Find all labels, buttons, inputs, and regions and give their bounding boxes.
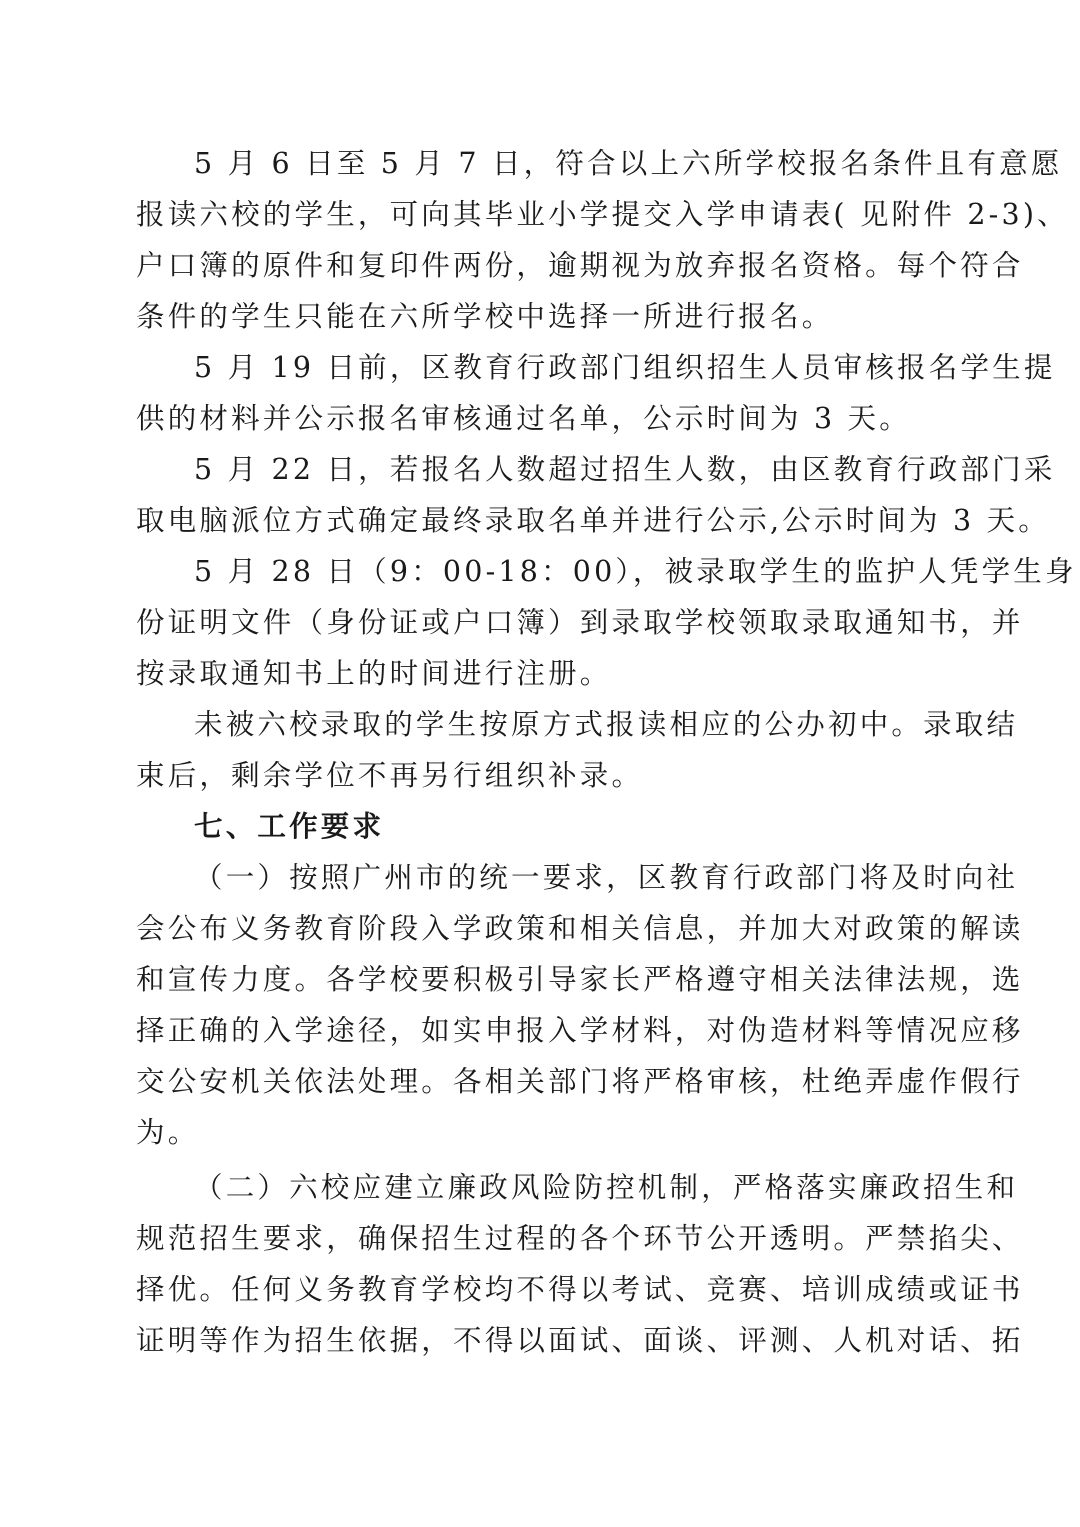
text-line: 取电脑派位方式确定最终录取名单并进行公示,公示时间为 3 天。: [136, 504, 1051, 537]
text-line: 5 月 22 日，若报名人数超过招生人数，由区教育行政部门采: [194, 453, 1056, 486]
text-line: 5 月 28 日（9：00-18：00），被录取学生的监护人凭学生身: [194, 555, 1077, 588]
text-line: 条件的学生只能在六所学校中选择一所进行报名。: [136, 300, 834, 333]
text-line: （二）六校应建立廉政风险防控机制，严格落实廉政招生和: [194, 1171, 1019, 1204]
section-heading: 七、工作要求: [194, 810, 385, 843]
text-line: 和宣传力度。各学校要积极引导家长严格遵守相关法律法规，选: [136, 963, 1024, 996]
text-line: 报读六校的学生，可向其毕业小学提交入学申请表( 见附件 2-3)、: [136, 198, 1069, 231]
paragraph-admission-notice: [136, 546, 1077, 699]
text-line: 交公安机关依法处理。各相关部门将严格审核，杜绝弄虚作假行: [136, 1065, 1024, 1098]
text-line: 户口簿的原件和复印件两份，逾期视为放弃报名资格。每个符合: [136, 249, 1024, 282]
text-line: 会公布义务教育阶段入学政策和相关信息，并加大对政策的解读: [136, 912, 1024, 945]
text-line: 择正确的入学途径，如实申报入学材料，对伪造材料等情况应移: [136, 1014, 1024, 1047]
text-line: 按录取通知书上的时间进行注册。: [136, 657, 612, 690]
text-line: 为。: [136, 1116, 200, 1149]
text-line: 供的材料并公示报名审核通过名单，公示时间为 3 天。: [136, 402, 911, 435]
text-line: 证明等作为招生依据，不得以面试、面谈、评测、人机对话、拓: [136, 1324, 1024, 1357]
document-body: [136, 138, 1077, 1366]
paragraph-requirement-2: [136, 1162, 1024, 1366]
text-line: 5 月 19 日前，区教育行政部门组织招生人员审核报名学生提: [194, 351, 1056, 384]
paragraph-registration-dates: [136, 138, 1069, 342]
text-line: （一）按照广州市的统一要求，区教育行政部门将及时向社: [194, 861, 1019, 894]
paragraph-requirement-1: [136, 852, 1024, 1158]
text-line: 束后，剩余学位不再另行组织补录。: [136, 759, 644, 792]
paragraph-not-admitted: [136, 699, 1019, 801]
paragraph-review-deadline: [136, 342, 1056, 444]
text-line: 择优。任何义务教育学校均不得以考试、竞赛、培训成绩或证书: [136, 1273, 1024, 1306]
text-line: 5 月 6 日至 5 月 7 日，符合以上六所学校报名条件且有意愿: [194, 147, 1063, 180]
text-line: 未被六校录取的学生按原方式报读相应的公办初中。录取结: [194, 708, 1019, 741]
paragraph-lottery: [136, 444, 1056, 546]
text-line: 规范招生要求，确保招生过程的各个环节公开透明。严禁掐尖、: [136, 1222, 1024, 1255]
text-line: 份证明文件（身份证或户口簿）到录取学校领取录取通知书，并: [136, 606, 1024, 639]
